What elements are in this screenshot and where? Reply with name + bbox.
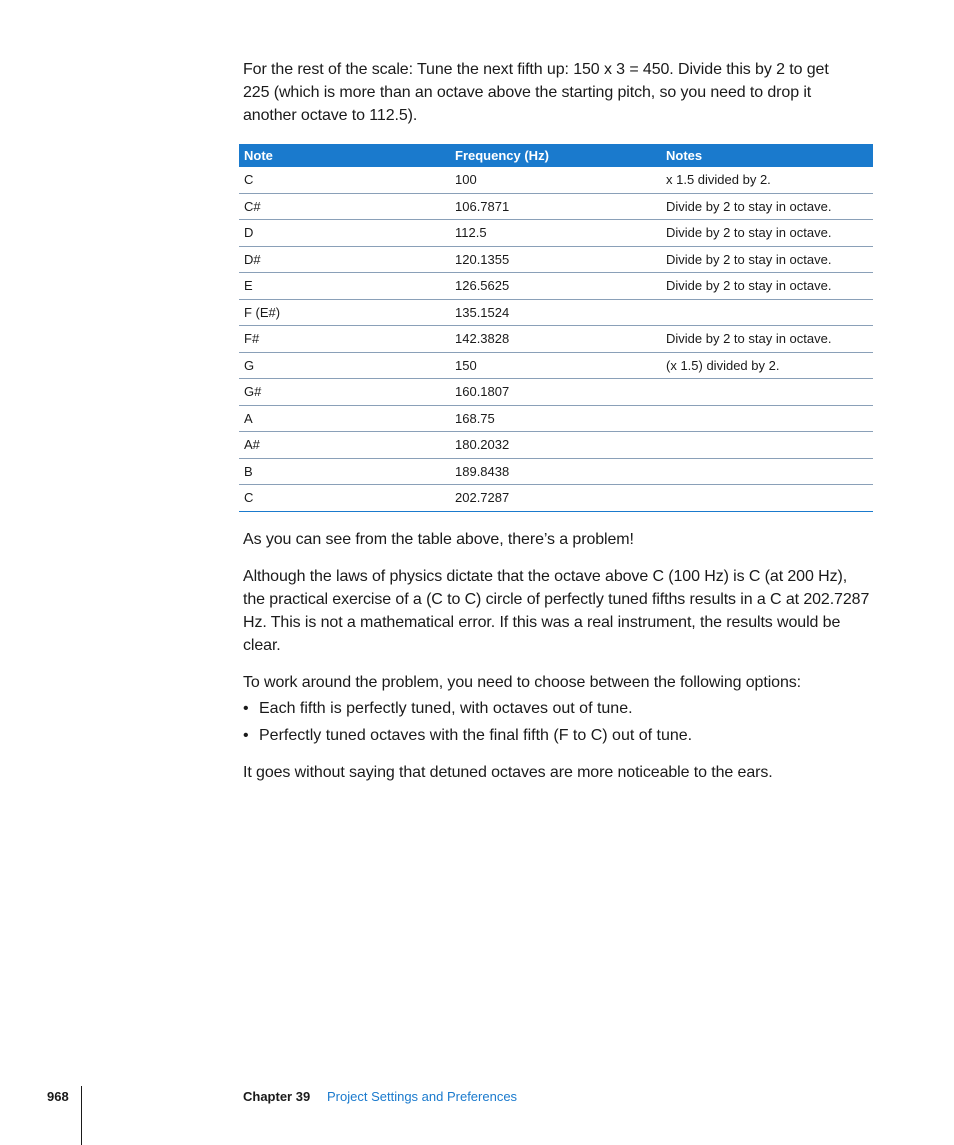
cell-frequency: 100 — [450, 167, 661, 193]
table-row — [239, 432, 873, 459]
cell-frequency: 189.8438 — [450, 458, 661, 485]
list-item — [243, 697, 873, 720]
table-row — [239, 352, 873, 379]
cell-notes — [661, 485, 873, 512]
chapter-title-link[interactable]: Project Settings and Preferences — [327, 1089, 518, 1104]
cell-notes — [661, 458, 873, 485]
cell-frequency: 150 — [450, 352, 661, 379]
chapter-label: Chapter 39 — [243, 1089, 311, 1104]
header-frequency: Frequency (Hz) — [450, 144, 661, 167]
cell-frequency: 180.2032 — [450, 432, 661, 459]
cell-frequency: 168.75 — [450, 405, 661, 432]
cell-frequency: 112.5 — [450, 220, 661, 247]
cell-note: C — [239, 167, 450, 193]
cell-frequency: 126.5625 — [450, 273, 661, 300]
page-number: 968 — [47, 1089, 69, 1104]
cell-notes: Divide by 2 to stay in octave. — [661, 326, 873, 353]
cell-frequency: 160.1807 — [450, 379, 661, 406]
body-text — [243, 528, 873, 798]
cell-notes: Divide by 2 to stay in octave. — [661, 220, 873, 247]
cell-notes: x 1.5 divided by 2. — [661, 167, 873, 193]
cell-note: C — [239, 485, 450, 512]
cell-frequency: 202.7287 — [450, 485, 661, 512]
page-footer — [0, 1080, 954, 1145]
cell-note: D — [239, 220, 450, 247]
table-row — [239, 299, 873, 326]
options-paragraph: To work around the problem, you need to choose between the following options: — [243, 674, 801, 691]
table-row — [239, 193, 873, 220]
table-body — [239, 167, 873, 511]
cell-notes — [661, 405, 873, 432]
cell-notes: (x 1.5) divided by 2. — [661, 352, 873, 379]
table-header-row — [239, 144, 873, 167]
physics-paragraph: Although the laws of physics dictate that the octave above C (100 Hz) is C (at 200 Hz), the practical exercise of a (C to C) circle of perfectly tuned fifths results in a C at 202.7287 Hz. This is not a mathematical error. If this was a real instrument, the results would be clear. — [243, 568, 870, 654]
cell-frequency: 106.7871 — [450, 193, 661, 220]
table-row — [239, 485, 873, 512]
cell-frequency: 120.1355 — [450, 246, 661, 273]
table-row — [239, 220, 873, 247]
intro-paragraph: For the rest of the scale: Tune the next fifth up: 150 x 3 = 450. Divide this by 2 to get 225 (which is more than an octave above the starting pitch, so you need to drop it another octave to 112.5). — [243, 61, 829, 124]
cell-notes: Divide by 2 to stay in octave. — [661, 246, 873, 273]
cell-note: B — [239, 458, 450, 485]
cell-frequency: 142.3828 — [450, 326, 661, 353]
list-item — [243, 724, 873, 747]
cell-notes: Divide by 2 to stay in octave. — [661, 273, 873, 300]
bullet-icon: • — [243, 727, 249, 744]
cell-frequency: 135.1524 — [450, 299, 661, 326]
tuning-table — [239, 144, 873, 512]
table-row — [239, 326, 873, 353]
problem-paragraph: As you can see from the table above, there’s a problem! — [243, 531, 634, 548]
header-note: Note — [239, 144, 450, 167]
list-item-text: Each fifth is perfectly tuned, with octaves out of tune. — [259, 700, 633, 717]
cell-note: G# — [239, 379, 450, 406]
table-row — [239, 246, 873, 273]
table-row — [239, 379, 873, 406]
cell-note: A — [239, 405, 450, 432]
header-notes: Notes — [661, 144, 873, 167]
cell-note: A# — [239, 432, 450, 459]
cell-notes — [661, 432, 873, 459]
bullet-icon: • — [243, 700, 249, 717]
cell-note: D# — [239, 246, 450, 273]
list-item-text: Perfectly tuned octaves with the final fifth (F to C) out of tune. — [259, 727, 693, 744]
options-list — [243, 697, 873, 747]
table-row — [239, 273, 873, 300]
cell-note: G — [239, 352, 450, 379]
footer-divider — [81, 1086, 82, 1145]
table-row — [239, 405, 873, 432]
table-row — [239, 167, 873, 193]
intro-block — [243, 58, 873, 127]
cell-note: F# — [239, 326, 450, 353]
cell-note: F (E#) — [239, 299, 450, 326]
table-row — [239, 458, 873, 485]
conclusion-paragraph: It goes without saying that detuned octaves are more noticeable to the ears. — [243, 764, 773, 781]
cell-notes: Divide by 2 to stay in octave. — [661, 193, 873, 220]
cell-notes — [661, 379, 873, 406]
cell-notes — [661, 299, 873, 326]
cell-note: E — [239, 273, 450, 300]
cell-note: C# — [239, 193, 450, 220]
